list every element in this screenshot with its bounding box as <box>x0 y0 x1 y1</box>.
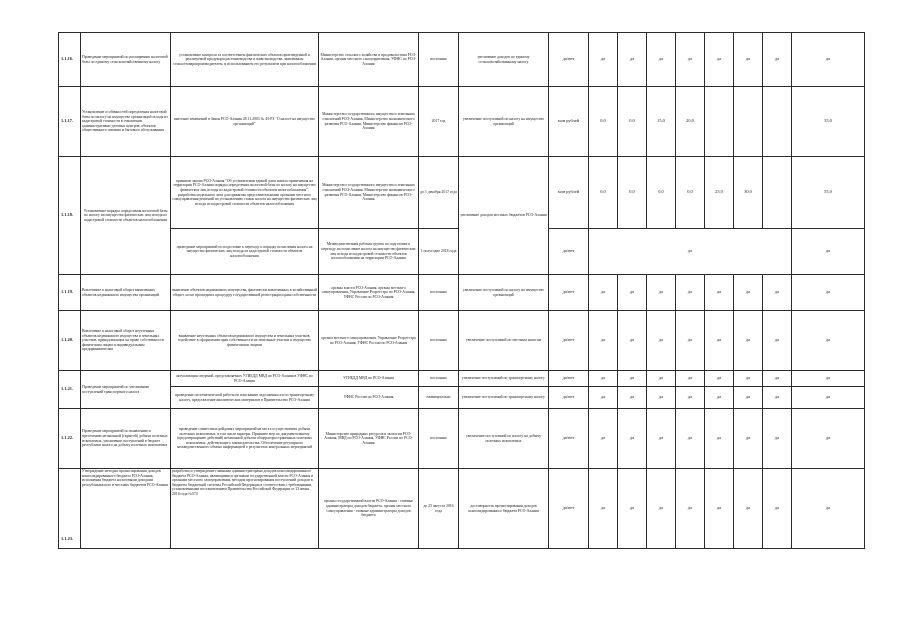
unit-cell: млн рублей <box>549 87 589 157</box>
measures-table <box>58 32 865 549</box>
executor-cell: Министерство государственного имущества и земельных отношений РСО-Алания, Министерство экономического развития РСО-Алания, Министерство финансов РСО-Алания <box>319 87 419 157</box>
value-cell: да <box>618 311 647 371</box>
term-cell: постоянно <box>419 311 459 371</box>
value-cell <box>763 157 792 229</box>
term-cell: постоянно <box>419 33 459 87</box>
total-cell: да <box>792 409 865 469</box>
value-cell: 25,0 <box>705 157 734 229</box>
value-cell: да <box>705 371 734 387</box>
value-cell: да <box>763 469 792 549</box>
value-cell: да <box>763 387 792 409</box>
table-row <box>59 33 865 87</box>
row-number: 1.1.16. <box>59 33 81 87</box>
value-cell: да <box>705 275 734 311</box>
value-cell: да <box>763 275 792 311</box>
value-cell: да <box>676 387 705 409</box>
result-cell: увеличение поступлений по налогу на имущество организаций <box>459 87 549 157</box>
value-cell: да <box>705 409 734 469</box>
row-number: 1.1.23. <box>59 469 81 549</box>
value-cell: 0,0 <box>589 157 618 229</box>
result-cell: увеличение доходов местных бюджетов РСО-Алания <box>459 157 549 275</box>
table-row <box>59 409 865 469</box>
value-cell: 20,0 <box>676 87 705 157</box>
result-cell: увеличение поступлений по налогу на добычу полезных ископаемых <box>459 409 549 469</box>
total-cell: 55,0 <box>792 157 865 229</box>
total-cell: да <box>792 371 865 387</box>
unit-cell: да/нет <box>549 33 589 87</box>
value-cell: 30,0 <box>734 157 763 229</box>
total-cell: 35,0 <box>792 87 865 157</box>
value-cell: да <box>705 387 734 409</box>
measure-cell: Установление порядка определения налоговой базы по налогу на имущество физических лиц исходя из кадастровой стоимости объектов налогообложения <box>81 157 171 275</box>
action-cell: проведение совместных рейдовых мероприятий на места осуществления добычи полезных ископаемых, в том числе карьеры. Принятие мер по документальному (предотвращению действий) незаконной добычи общераспространенных полезных ископаемых, действующего законодательства. Обеспечение регулярного межведомственного обмена информацией о результатах контрольных мероприятий <box>171 409 319 469</box>
value-cell: да <box>589 387 618 409</box>
total-cell: да <box>792 275 865 311</box>
term-cell: постоянно <box>419 371 459 387</box>
action-cell: установление контроля за соответствием фактических объемов произведенной и реализуемой продукции растениеводства и животноводства, заявленным сельхозтоваропроизводителем, и использованием его результатов при налогообложении <box>171 33 319 87</box>
total-cell: да <box>792 387 865 409</box>
value-cell: да <box>734 371 763 387</box>
value-cell: да <box>647 311 676 371</box>
term-cell: постоянно <box>419 275 459 311</box>
value-cell: да <box>618 33 647 87</box>
measure-cell: Установление особенностей определения налоговой базы по налогу на имущество организаций исходя из кадастровой стоимости в отношении административно-деловых центров, объектов общественного питания и бытового обслуживания <box>81 87 171 157</box>
value-cell: да <box>734 469 763 549</box>
table-row <box>59 371 865 387</box>
executor-cell: Министерство государственного имущества и земельных отношений РСО-Алания, Министерство экономического развития РСО-Алания, Министерство финансов РСО-Алания <box>319 157 419 229</box>
term-cell: до 1 декабря 2017 года <box>419 157 459 229</box>
value-cell: да <box>705 469 734 549</box>
value-cell: да <box>734 275 763 311</box>
row-number: 1.1.18. <box>59 157 81 275</box>
value-cell: да <box>705 311 734 371</box>
value-cell: да <box>763 311 792 371</box>
row-number: 1.1.19. <box>59 275 81 311</box>
value-cell: да <box>589 371 618 387</box>
result-cell: увеличение поступлений по транспортному налогу <box>459 371 549 387</box>
row-number: 1.1.21. <box>59 371 81 409</box>
unit-cell: да/нет <box>549 469 589 549</box>
value-cell: да <box>618 409 647 469</box>
total-cell: да <box>792 469 865 549</box>
value-cell: 15,0 <box>647 87 676 157</box>
value-cell <box>734 87 763 157</box>
value-cell: да <box>647 387 676 409</box>
value-cell: 0,0 <box>647 157 676 229</box>
value-cell: да <box>618 387 647 409</box>
value-cell: 0,0 <box>676 157 705 229</box>
value-cell: да <box>676 311 705 371</box>
value-cell: да <box>734 311 763 371</box>
action-cell: выявление неучтенных объектов недвижимого имущества и земельных участков, содействие в оформлении прав собственности на земельные участки и имущество физическими лицами <box>171 311 319 371</box>
value-cell: да <box>589 409 618 469</box>
value-cell: да <box>589 229 792 275</box>
total-cell: да <box>792 311 865 371</box>
measure-cell: Вовлечение в налоговый оборот выявленных объектов недвижимого имущества организаций <box>81 275 171 311</box>
term-cell: до 25 августа 2016 года <box>419 469 459 549</box>
action-cell: принятие закона РСО-Алания "Об установлении единой даты начала применения на территории РСО-Алания порядка определения налоговой базы по налогу на имущество физических лиц исходя из кадастровой стоимости объектов налогообложения", разработка модельного акта для принятия представительными органами местного самоуправления решений по установлению ставок налога на имущество физических лиц исходя из кадастровой стоимости объектов налогообложения <box>171 157 319 229</box>
value-cell: да <box>676 409 705 469</box>
value-cell <box>763 87 792 157</box>
value-cell: да <box>734 33 763 87</box>
total-cell: да <box>792 229 865 275</box>
executor-cell: УФНС России по РСО-Алания <box>319 387 419 409</box>
executor-cell: органы местного самоуправления, Управление Росреестра по РСО-Алания, УФНС России по РСО-Алания <box>319 311 419 371</box>
value-cell <box>705 87 734 157</box>
row-number: 1.1.22. <box>59 409 81 469</box>
value-cell: да <box>618 275 647 311</box>
row-number: 1.1.17. <box>59 87 81 157</box>
value-cell: да <box>676 275 705 311</box>
unit-cell: да/нет <box>549 229 589 275</box>
value-cell: да <box>763 409 792 469</box>
action-cell: выявление объектов недвижимого имущества, фактически вовлеченных в хозяйственный оборот, но не прошедших процедуру государственной регистрации права собственности <box>171 275 319 311</box>
unit-cell: да/нет <box>549 371 589 387</box>
value-cell: да <box>705 33 734 87</box>
result-cell: увеличение доходов по единому сельскохозяйственному налогу <box>459 33 549 87</box>
action-cell: разработка и утверждение главными администраторами доходов консолидированного бюджета РСО-Алания, являющимися органами государственной власти РСО-Алания и органами местного самоуправления, методик прогнозирования поступлений доходов в бюджеты бюджетной системы Российской Федерации в соответствии с требованиями, установленными постановлением Правительства Российской Федерации от 23 июня 2016 года №574 <box>171 469 319 549</box>
unit-cell: да/нет <box>549 409 589 469</box>
value-cell: 0,0 <box>589 87 618 157</box>
value-cell: да <box>618 371 647 387</box>
action-cell: внесение изменений в Закон РСО-Алания 28.11.2003 № 43-РЗ "О налоге на имущество организаций" <box>171 87 319 157</box>
table-row <box>59 157 865 229</box>
value-cell: да <box>647 275 676 311</box>
value-cell: да <box>676 33 705 87</box>
term-cell: постоянно <box>419 409 459 469</box>
measure-cell: Проведение мероприятий по выявлению и пресечению незаконной (скрытой) добычи полезных ископаемых, увеличение поступлений в бюджет республики налога на добычу полезных ископаемых <box>81 409 171 469</box>
value-cell: да <box>734 409 763 469</box>
term-cell: 1 полугодие 2018 года <box>419 229 459 275</box>
result-cell: достоверность прогнозирования доходов консолидированного бюджета РСО-Алания <box>459 469 549 549</box>
measure-cell: Проведение мероприятий по увеличению поступлений транспортного налога <box>81 371 171 409</box>
table-row <box>59 387 865 409</box>
total-cell: да <box>792 33 865 87</box>
executor-cell: УГИБДД МВД по РСО-Алания <box>319 371 419 387</box>
value-cell: 0,0 <box>618 87 647 157</box>
value-cell: да <box>647 371 676 387</box>
unit-cell: да/нет <box>549 311 589 371</box>
measure-cell: Проведение мероприятий по расширению налоговой базы по единому сельскохозяйственному налогу <box>81 33 171 87</box>
value-cell: да <box>763 371 792 387</box>
executor-cell: Межведомственная рабочая группа по подготовке к переходу на исчисление налога на имущество физических лиц исходя из кадастровой стоимости объектов налогообложения на территории РСО-Алания <box>319 229 419 275</box>
row-number: 1.1.20. <box>59 311 81 371</box>
table-row <box>59 275 865 311</box>
value-cell: да <box>589 33 618 87</box>
value-cell: да <box>618 469 647 549</box>
measure-cell: Вовлечение в налоговый оборот неучтенных объектов недвижимого имущества и земельных участков, принадлежащих на праве собственности физическим лицам и индивидуальным предпринимателям <box>81 311 171 371</box>
value-cell: да <box>647 469 676 549</box>
action-cell: проведение мероприятий по подготовке к переходу к порядку исчисления налога на имущество физических лиц исходя из кадастровой стоимости объектов налогообложения <box>171 229 319 275</box>
table-row <box>59 469 865 549</box>
value-cell: 0,0 <box>618 157 647 229</box>
action-cell: проведение систематической работы по взысканию задолженности по транспортному налогу, представление аналитических материалов в Правительство РСО-Алания <box>171 387 319 409</box>
value-cell: да <box>589 311 618 371</box>
action-cell: актуализация сведений, представляемых УГИБДД МВД по РСО-Алания в УФНС по РСО-Алания <box>171 371 319 387</box>
value-cell: да <box>647 409 676 469</box>
executor-cell: органы власти РСО-Алания, органы местного самоуправления, Управление Росреестра по РСО-Алания, УФНС России по РСО-Алания <box>319 275 419 311</box>
result-cell: увеличение поступлений по транспортному налогу <box>459 387 549 409</box>
value-cell: да <box>589 469 618 549</box>
result-cell: увеличение поступлений по налогу на имущество организаций <box>459 275 549 311</box>
value-cell: да <box>589 275 618 311</box>
unit-cell: да/нет <box>549 387 589 409</box>
measure-cell: Утверждение методик прогнозирования доходов консолидированного бюджета РСО-Алания, исполнения бюджета налоговыми доходами республиканского и местных бюджетов РСО-Алания <box>81 469 171 549</box>
unit-cell: млн рублей <box>549 157 589 229</box>
value-cell: да <box>676 469 705 549</box>
value-cell: да <box>676 371 705 387</box>
result-cell: увеличение поступлений по местным налогам <box>459 311 549 371</box>
term-cell: 2017 год <box>419 87 459 157</box>
executor-cell: Министерство природных ресурсов и экологии РСО-Алания, МВД по РСО-Алания, УФНС России по РСО-Алания <box>319 409 419 469</box>
value-cell: да <box>734 387 763 409</box>
table-row <box>59 87 865 157</box>
value-cell: да <box>647 33 676 87</box>
executor-cell: органы государственной власти РСО-Алания - главные администраторы доходов бюджета, органы местного самоуправления - главные администраторы доходов бюджета <box>319 469 419 549</box>
executor-cell: Министерство сельского хозяйства и продовольствия РСО-Алания, органы местного самоуправления, УФНС по РСО-Алания <box>319 33 419 87</box>
value-cell: да <box>763 33 792 87</box>
term-cell: ежеквартально <box>419 387 459 409</box>
unit-cell: да/нет <box>549 275 589 311</box>
table-row <box>59 311 865 371</box>
